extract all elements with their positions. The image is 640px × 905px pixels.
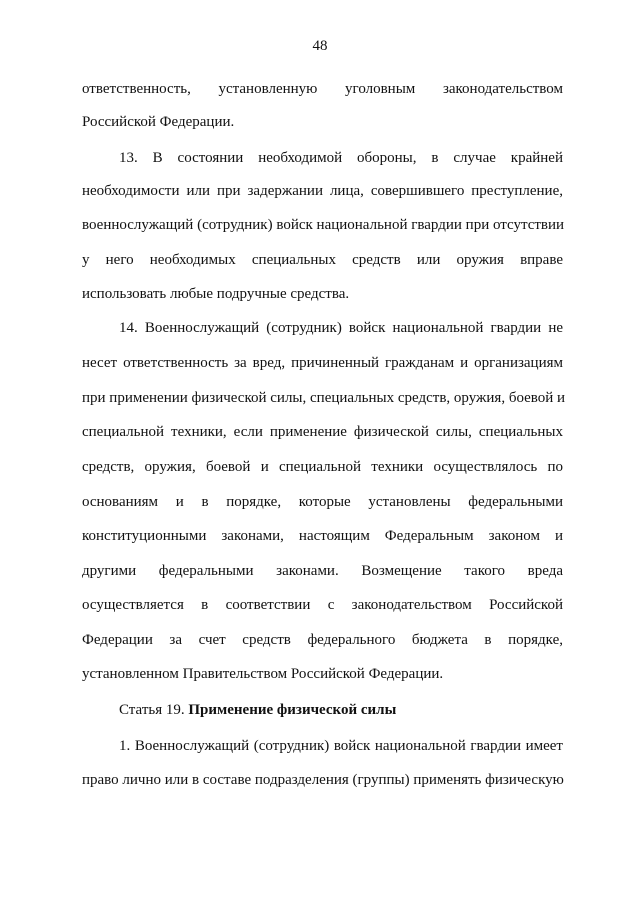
text-line: право лично или в составе подразделения (группы) применять физическую — [82, 772, 564, 788]
text-line: несет ответственность за вред, причиненный гражданам и организациям — [82, 355, 563, 371]
text-line: необходимости или при задержании лица, совершившего преступление, — [82, 183, 563, 199]
text-line: у него необходимых специальных средств или оружия вправе — [82, 252, 563, 268]
article-title: Применение физической силы — [188, 702, 397, 718]
text-line: специальной техники, если применение физической силы, специальных — [82, 424, 563, 440]
page-number: 48 — [312, 38, 328, 54]
text-line: другими федеральными законами. Возмещение такого вреда — [82, 563, 563, 579]
text-line: военнослужащий (сотрудник) войск национальной гвардии при отсутствии — [82, 217, 565, 233]
text-line: Российской Федерации. — [82, 114, 235, 130]
text-line: при применении физической силы, специальных средств, оружия, боевой и — [82, 390, 566, 406]
text-line: 1. Военнослужащий (сотрудник) войск национальной гвардии имеет — [119, 738, 563, 754]
text-line: 13. В состоянии необходимой обороны, в случае крайней — [119, 150, 563, 166]
text-line: 14. Военнослужащий (сотрудник) войск национальной гвардии не — [119, 320, 563, 336]
text-line: Федерации за счет средств федерального бюджета в порядке, — [82, 632, 563, 648]
article-heading — [119, 700, 563, 720]
article-prefix: Статья 19. — [119, 702, 185, 718]
text-line: установленном Правительством Российской Федерации. — [82, 666, 444, 682]
text-line: средств, оружия, боевой и специальной техники осуществлялось по — [82, 459, 563, 475]
text-line: использовать любые подручные средства. — [82, 286, 350, 302]
text-line: конституционными законами, настоящим Федеральным законом и — [82, 528, 563, 544]
text-line: основаниям и в порядке, которые установлены федеральными — [82, 494, 563, 510]
text-line: осуществляется в соответствии с законодательством Российской — [82, 597, 563, 613]
text-line: ответственность, установленную уголовным законодательством — [82, 81, 563, 97]
